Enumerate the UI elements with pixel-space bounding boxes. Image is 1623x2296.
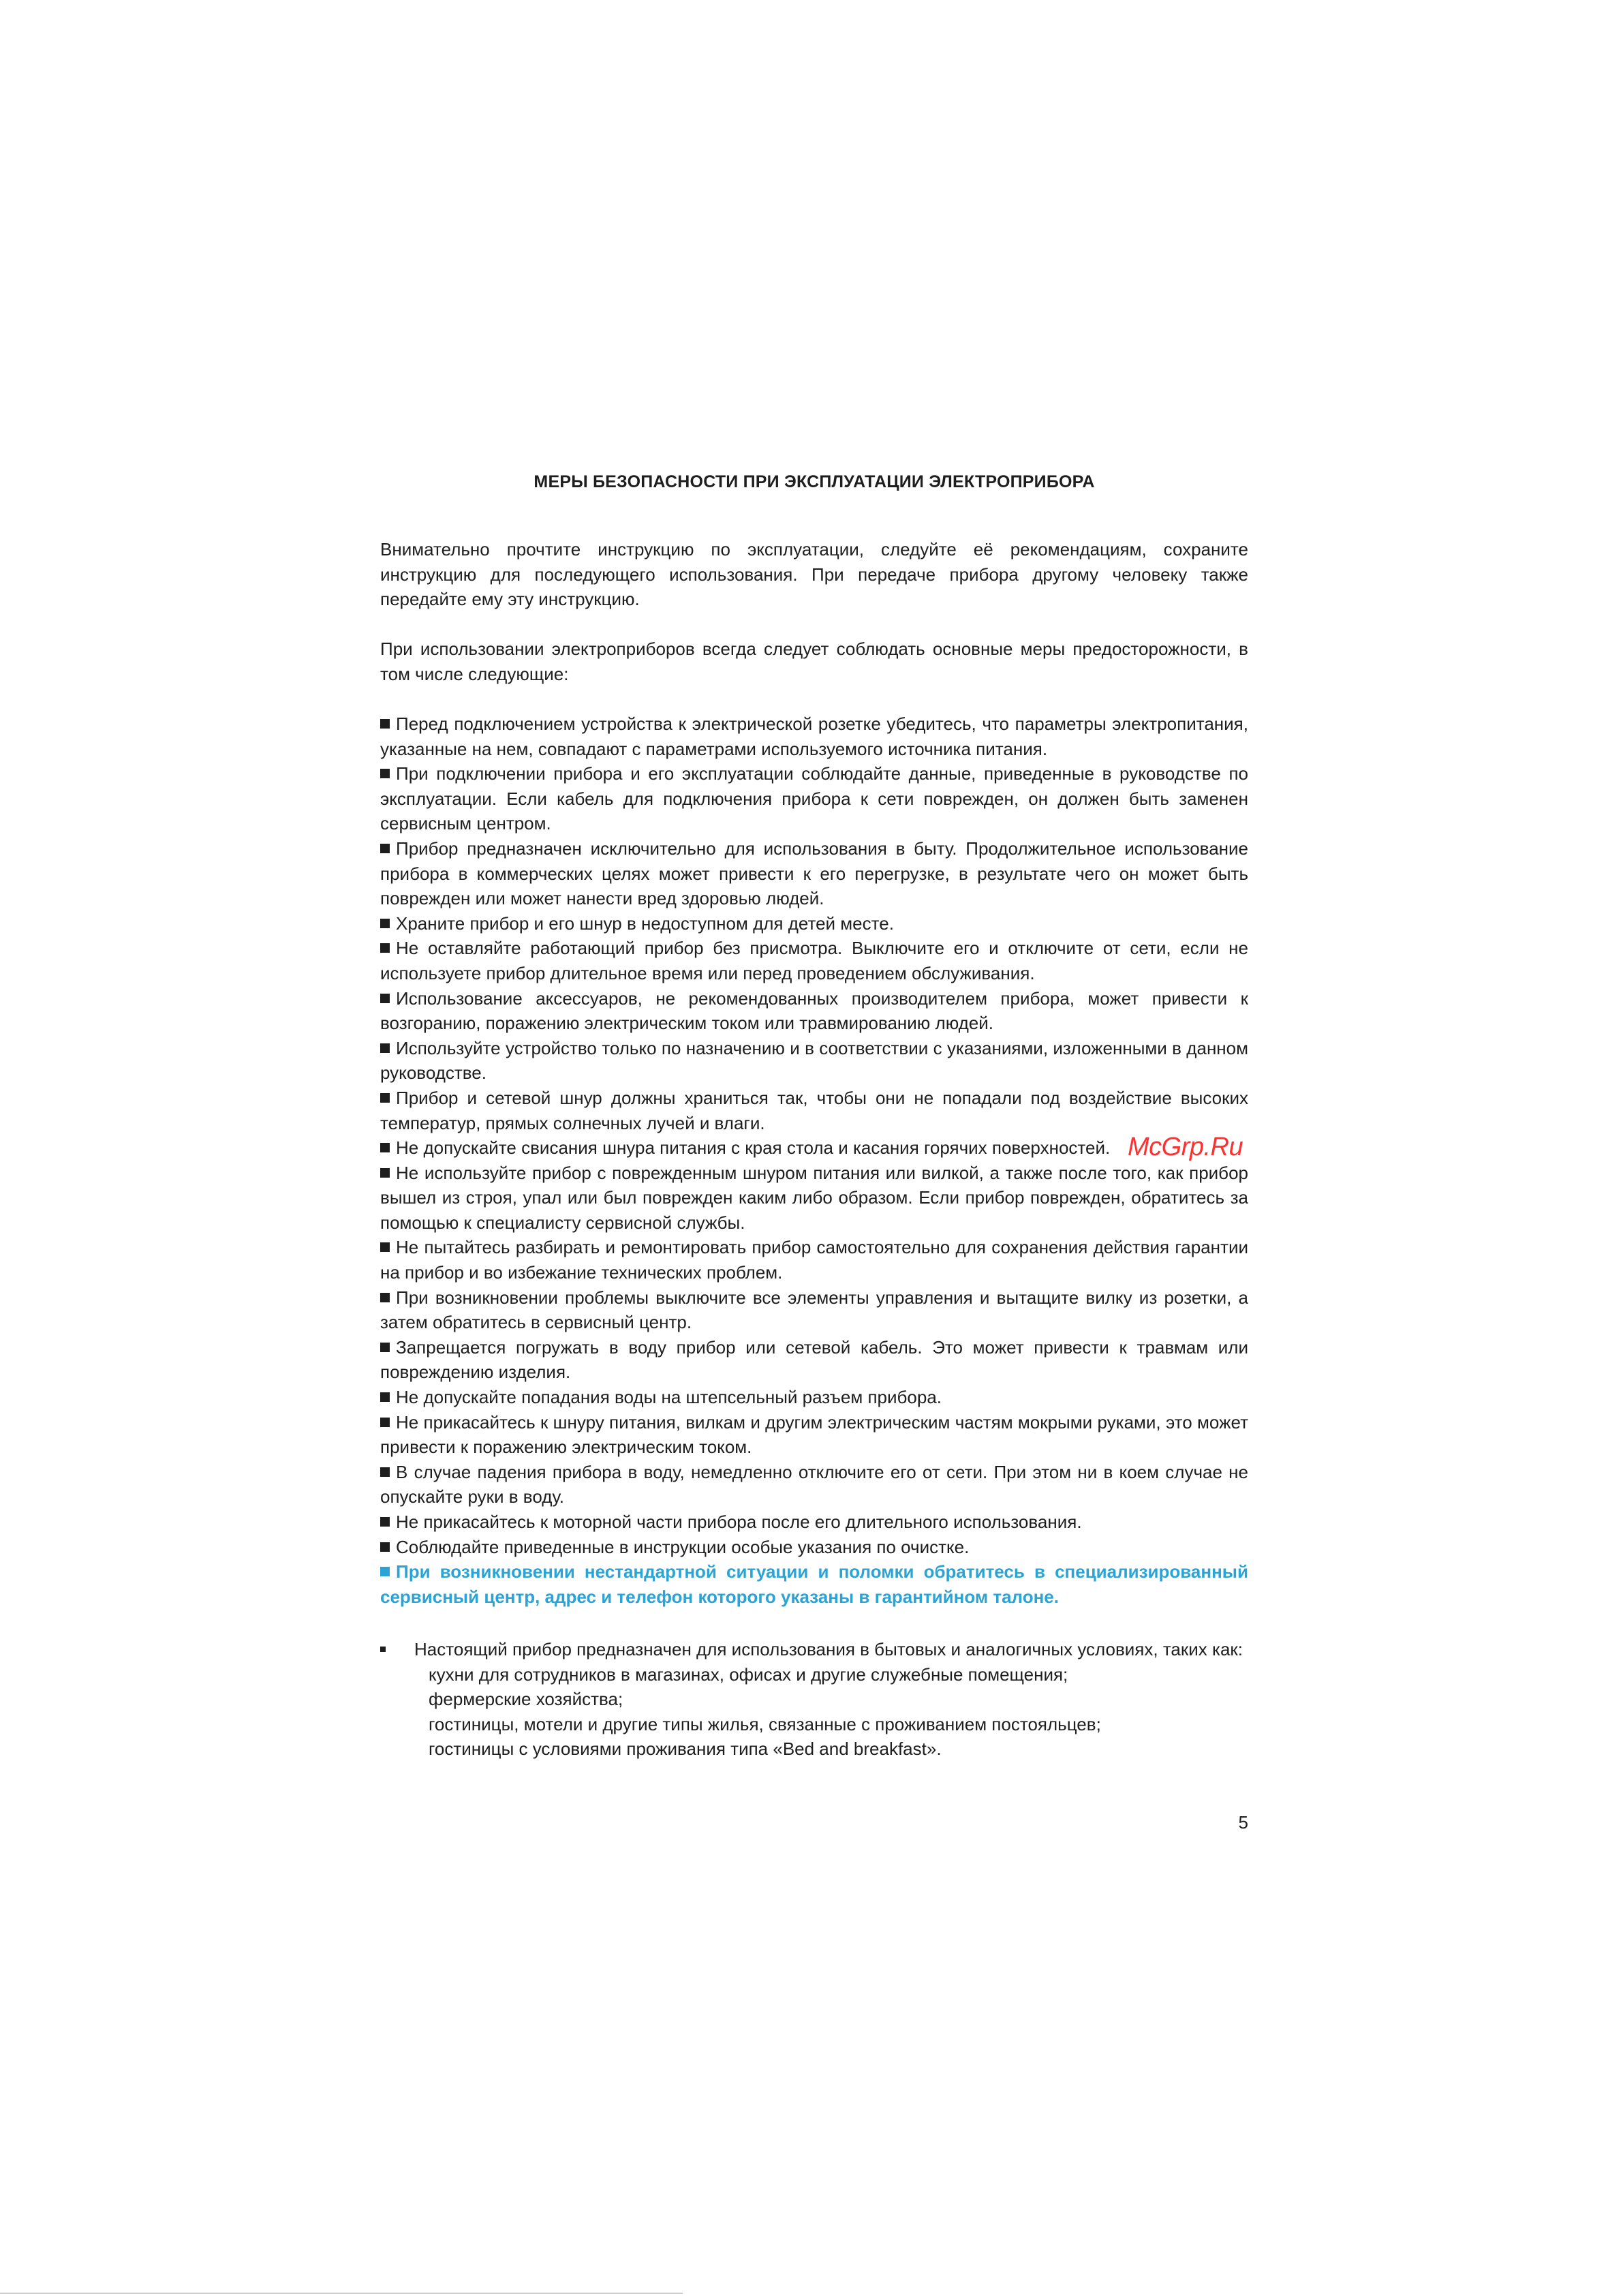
safety-rule xyxy=(380,911,1248,936)
safety-rule xyxy=(380,761,1248,836)
safety-rule xyxy=(380,1460,1248,1510)
square-bullet-icon xyxy=(380,1143,390,1152)
safety-rule-text: Не допускайте свисания шнура питания с края стола и касания горячих поверхностей. xyxy=(396,1137,1111,1159)
safety-rule-text: Храните прибор и его шнур в недоступном для детей месте. xyxy=(396,913,894,934)
safety-rule xyxy=(380,1036,1248,1086)
safety-rule-text: Использование аксессуаров, не рекомендованных производителем прибора, может привести к возгоранию, поражению электрическим током или травмированию людей. xyxy=(380,988,1248,1034)
safety-rule-text: Прибор и сетевой шнур должны храниться так, чтобы они не попадали под воздействие высоких температур, прямых солнечных лучей и влаги. xyxy=(380,1087,1248,1133)
highlight-rule xyxy=(380,1559,1248,1609)
square-bullet-icon xyxy=(380,1392,390,1402)
square-bullet-icon xyxy=(380,1567,390,1576)
square-bullet-icon xyxy=(380,919,390,928)
square-bullet-icon xyxy=(380,844,390,853)
square-bullet-icon xyxy=(380,1168,390,1178)
square-bullet-icon xyxy=(380,1043,390,1053)
square-bullet-icon xyxy=(380,1542,390,1552)
footer-divider xyxy=(0,2293,683,2294)
highlight-rule-text: При возникновении нестандартной ситуации и поломки обратитесь в специализированный сервисный центр, адрес и телефон которого указаны в гарантийном талоне. xyxy=(380,1561,1248,1607)
safety-rule xyxy=(380,986,1248,1036)
usage-item: гостиницы с условиями проживания типа «Bed and breakfast». xyxy=(429,1739,942,1760)
safety-rule xyxy=(380,711,1248,761)
safety-rule-text: В случае падения прибора в воду, немедленно отключите его от сети. При этом ни в коем случае не опускайте руки в воду. xyxy=(380,1461,1248,1507)
square-bullet-icon xyxy=(380,1418,390,1427)
square-bullet-icon xyxy=(380,1343,390,1352)
square-bullet-icon xyxy=(380,769,390,778)
safety-rule xyxy=(380,1535,1248,1560)
safety-rule xyxy=(380,1161,1248,1236)
small-square-bullet-icon xyxy=(380,1647,386,1652)
page-number: 5 xyxy=(1238,1812,1248,1833)
safety-rule-text: Не используйте прибор с поврежденным шнуром питания или вилкой, а также после того, как прибор вышел из строя, упал или был поврежден каким либо образом. Если прибор поврежден, обратитесь за помощью к специалисту сервисной службы. xyxy=(380,1162,1248,1233)
usage-item: фермерские хозяйства; xyxy=(429,1689,623,1710)
safety-rule xyxy=(380,1410,1248,1460)
usage-note xyxy=(380,1637,1248,1762)
square-bullet-icon xyxy=(380,994,390,1003)
watermark: McGrp.Ru xyxy=(1128,1133,1243,1161)
safety-rule xyxy=(380,1385,1248,1410)
safety-rule-text: При возникновении проблемы выключите все элементы управления и вытащите вилку из розетки, а затем обратитесь в сервисный центр. xyxy=(380,1287,1248,1333)
intro-paragraph-1: Внимательно прочтите инструкцию по эксплуатации, следуйте её рекомендациям, сохраните инструкцию для последующего использования. При передаче прибора другому человеку также передайте ему эту инструкцию. xyxy=(380,539,1248,610)
square-bullet-icon xyxy=(380,1467,390,1477)
square-bullet-icon xyxy=(380,1093,390,1103)
safety-rule xyxy=(380,836,1248,911)
safety-rule-text: Не допускайте попадания воды на штепсельный разъем прибора. xyxy=(396,1387,942,1408)
usage-list xyxy=(380,1662,1248,1762)
page-title: МЕРЫ БЕЗОПАСНОСТИ ПРИ ЭКСПЛУАТАЦИИ ЭЛЕКТРОПРИБОРА xyxy=(534,472,1095,491)
safety-rule-text: Соблюдайте приведенные в инструкции особые указания по очистке. xyxy=(396,1536,970,1557)
safety-rule-text: Используйте устройство только по назначению и в соответствии с указаниями, изложенными в данном руководстве. xyxy=(380,1037,1248,1084)
safety-rule-text: Не пытайтесь разбирать и ремонтировать прибор самостоятельно для сохранения действия гарантии на прибор и во избежание технических проблем. xyxy=(380,1237,1248,1283)
square-bullet-icon xyxy=(380,1242,390,1252)
square-bullet-icon xyxy=(380,719,390,729)
safety-rule-text: Перед подключением устройства к электрической розетке убедитесь, что параметры электропитания, указанные на нем, совпадают с параметрами используемого источника питания. xyxy=(380,714,1248,759)
safety-rule xyxy=(380,1135,1248,1161)
usage-item: гостиницы, мотели и другие типы жилья, связанные с проживанием постояльцев; xyxy=(429,1713,1101,1734)
safety-rule-text: При подключении прибора и его эксплуатации соблюдайте данные, приведенные в руководстве по эксплуатации. Если кабель для подключения прибора к сети поврежден, он должен быть заменен сервисным центром. xyxy=(380,763,1248,834)
safety-rule-text: Не оставляйте работающий прибор без присмотра. Выключите его и отключите от сети, если не используете прибор длительное время или перед проведением обслуживания. xyxy=(380,938,1248,983)
usage-note-text: Настоящий прибор предназначен для использования в бытовых и аналогичных условиях, таких как: xyxy=(414,1639,1243,1659)
safety-rule-text: Запрещается погружать в воду прибор или сетевой кабель. Это может привести к травмам или повреждению изделия. xyxy=(380,1336,1248,1383)
safety-rules-list xyxy=(380,711,1248,1609)
square-bullet-icon xyxy=(380,943,390,953)
safety-rule-text: Прибор предназначен исключительно для использования в быту. Продолжительное использование прибора в коммерческих целях может привести к его перегрузке, в результате чего он может быть поврежден или может нанести вред здоровью людей. xyxy=(380,838,1248,909)
square-bullet-icon xyxy=(380,1293,390,1302)
safety-rule-text: Не прикасайтесь к шнуру питания, вилкам и другим электрическим частям мокрыми руками, это может привести к поражению электрическим током. xyxy=(380,1411,1248,1458)
safety-rule-text: Не прикасайтесь к моторной части прибора после его длительного использования. xyxy=(396,1512,1082,1532)
safety-rule xyxy=(380,1285,1248,1335)
square-bullet-icon xyxy=(380,1517,390,1527)
intro-paragraph-2: При использовании электроприборов всегда следует соблюдать основные меры предосторожности, в том числе следующие: xyxy=(380,639,1248,684)
safety-rule xyxy=(380,1086,1248,1135)
safety-rule xyxy=(380,936,1248,985)
safety-rule xyxy=(380,1335,1248,1385)
usage-item: кухни для сотрудников в магазинах, офисах и другие служебные помещения; xyxy=(429,1664,1068,1685)
safety-rule xyxy=(380,1235,1248,1285)
safety-rule xyxy=(380,1510,1248,1535)
